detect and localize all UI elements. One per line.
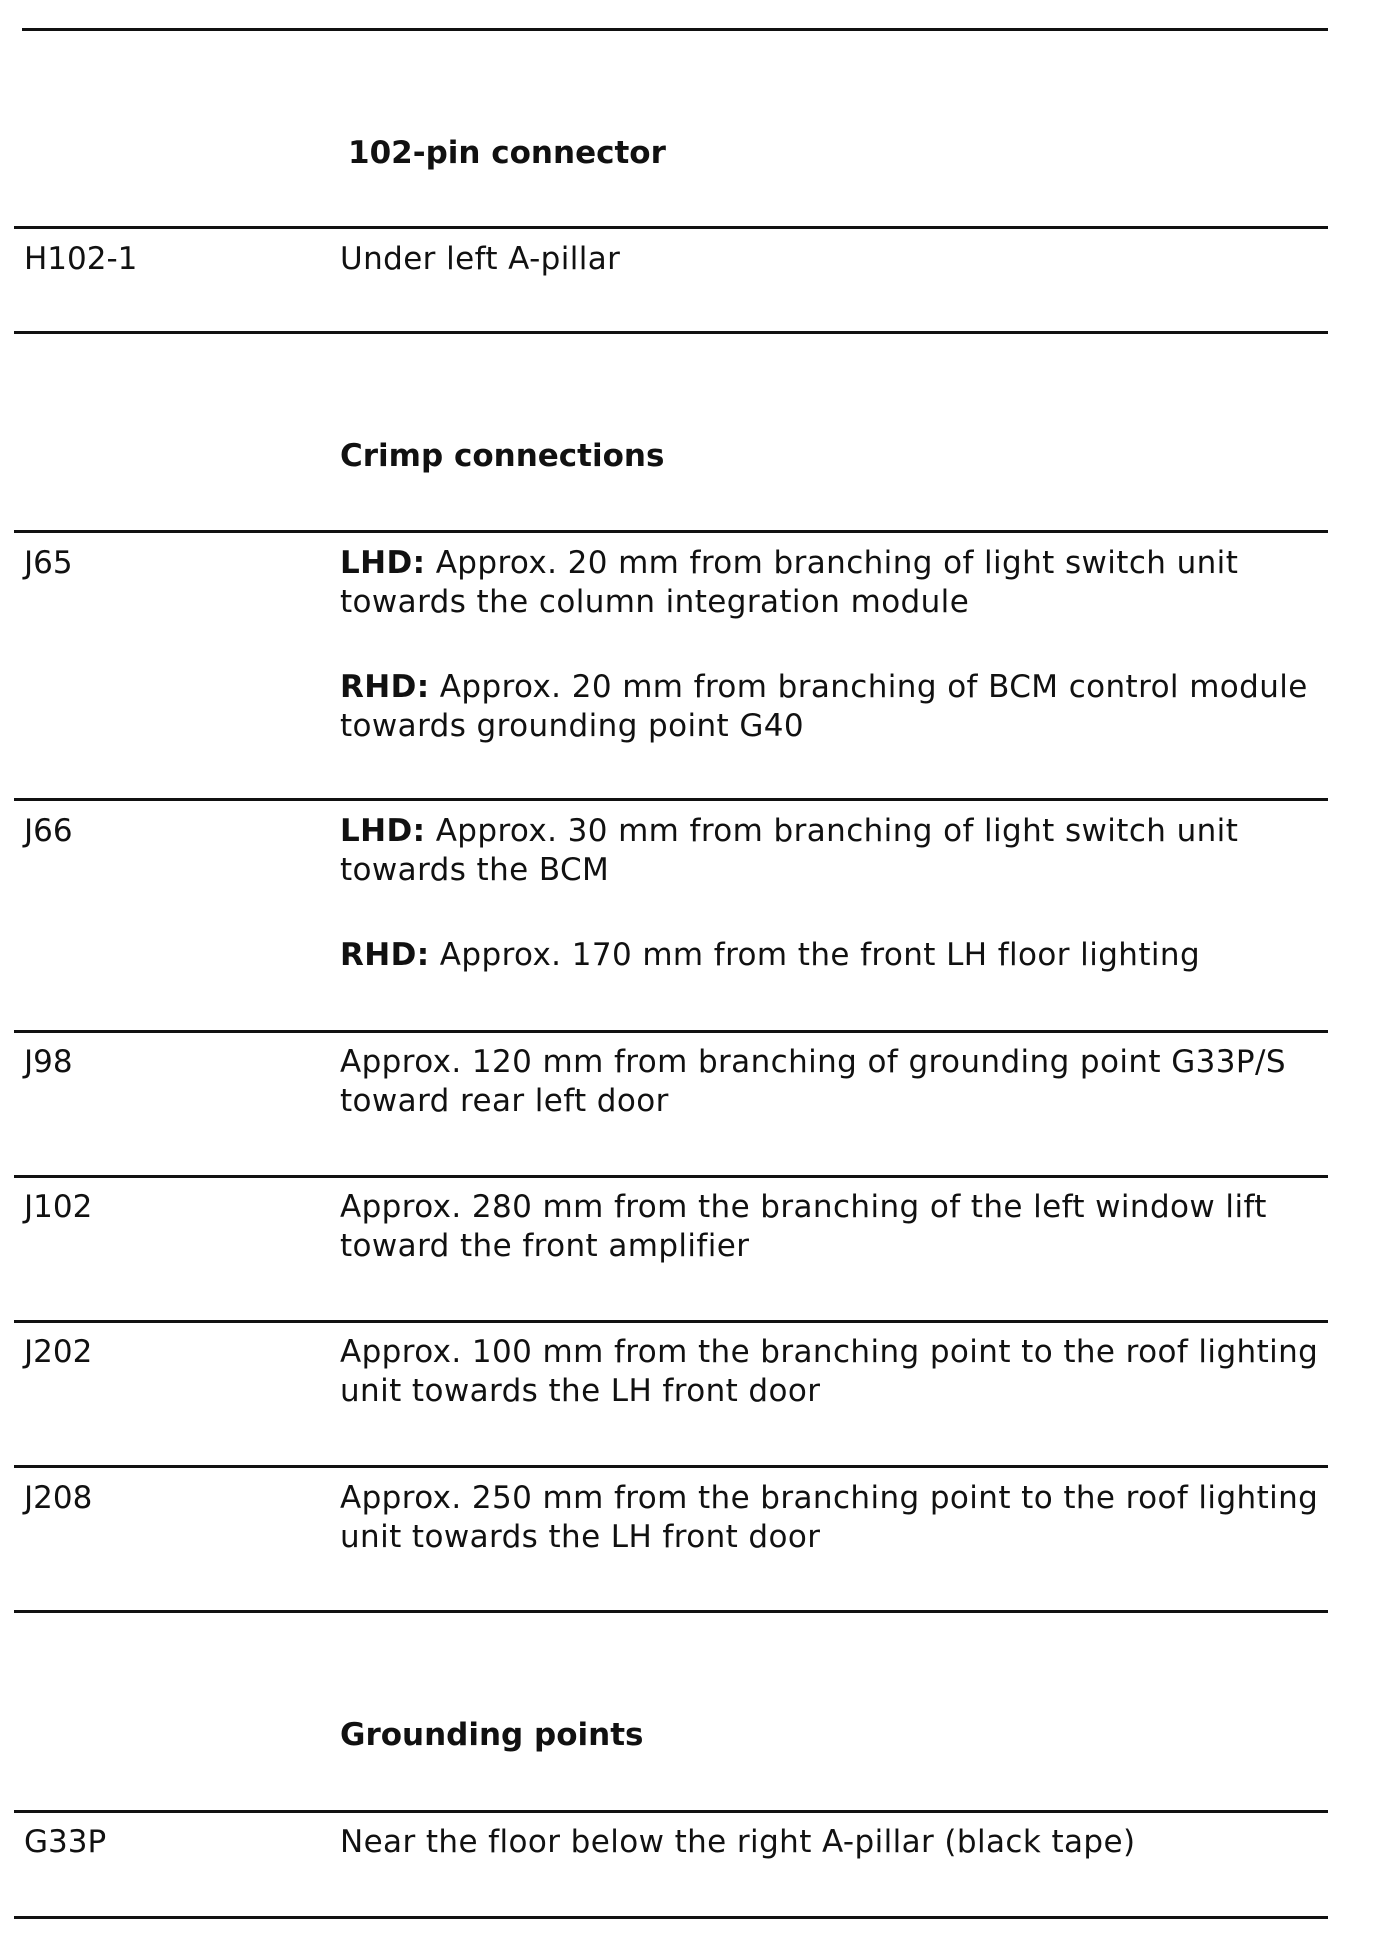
component-id: J65 — [24, 545, 73, 581]
component-id: H102-1 — [24, 241, 138, 277]
rhd-label: RHD: — [340, 937, 430, 973]
component-location: Approx. 280 mm from the branching of the left window lift toward the front amplifier — [340, 1189, 1267, 1264]
component-location: Approx. 120 mm from branching of grounding point G33P/S toward rear left door — [340, 1044, 1286, 1119]
divider — [14, 798, 1328, 801]
rhd-text: Approx. 20 mm from branching of BCM control module towards grounding point G40 — [340, 669, 1308, 744]
divider — [14, 1810, 1328, 1813]
section-heading-crimp-connections: Crimp connections — [340, 438, 665, 474]
component-location: Approx. 100 mm from the branching point to the roof lighting unit towards the LH front door — [340, 1334, 1319, 1409]
lhd-label: LHD: — [340, 813, 426, 849]
component-location-lhd — [340, 812, 1320, 890]
component-location: Under left A-pillar — [340, 241, 621, 277]
component-location-lhd — [340, 544, 1320, 622]
component-id: J102 — [24, 1189, 93, 1225]
component-id: J202 — [24, 1334, 93, 1370]
component-id: G33P — [24, 1824, 107, 1860]
component-id: J66 — [24, 813, 73, 849]
component-location: Approx. 250 mm from the branching point to the roof lighting unit towards the LH front door — [340, 1480, 1319, 1555]
rhd-text: Approx. 170 mm from the front LH floor lighting — [429, 937, 1201, 973]
divider — [14, 331, 1328, 334]
component-location: Near the floor below the right A-pillar (black tape) — [340, 1824, 1136, 1860]
divider — [14, 1030, 1328, 1033]
lhd-text: Approx. 20 mm from branching of light switch unit towards the column integration module — [340, 545, 1239, 620]
divider — [14, 1610, 1328, 1613]
divider — [14, 530, 1328, 533]
component-id: J98 — [24, 1044, 73, 1080]
divider — [14, 1916, 1328, 1919]
rhd-label: RHD: — [340, 669, 430, 705]
divider — [22, 28, 1328, 31]
section-heading-grounding-points: Grounding points — [340, 1717, 644, 1753]
lhd-text: Approx. 30 mm from branching of light switch unit towards the BCM — [340, 813, 1239, 888]
component-location-rhd — [340, 668, 1320, 746]
section-heading-102-pin-connector: 102-pin connector — [348, 135, 666, 171]
component-id: J208 — [24, 1480, 93, 1516]
lhd-label: LHD: — [340, 545, 426, 581]
divider — [14, 226, 1328, 229]
divider — [14, 1320, 1328, 1323]
component-location-rhd — [340, 936, 1320, 975]
divider — [14, 1465, 1328, 1468]
divider — [14, 1175, 1328, 1178]
